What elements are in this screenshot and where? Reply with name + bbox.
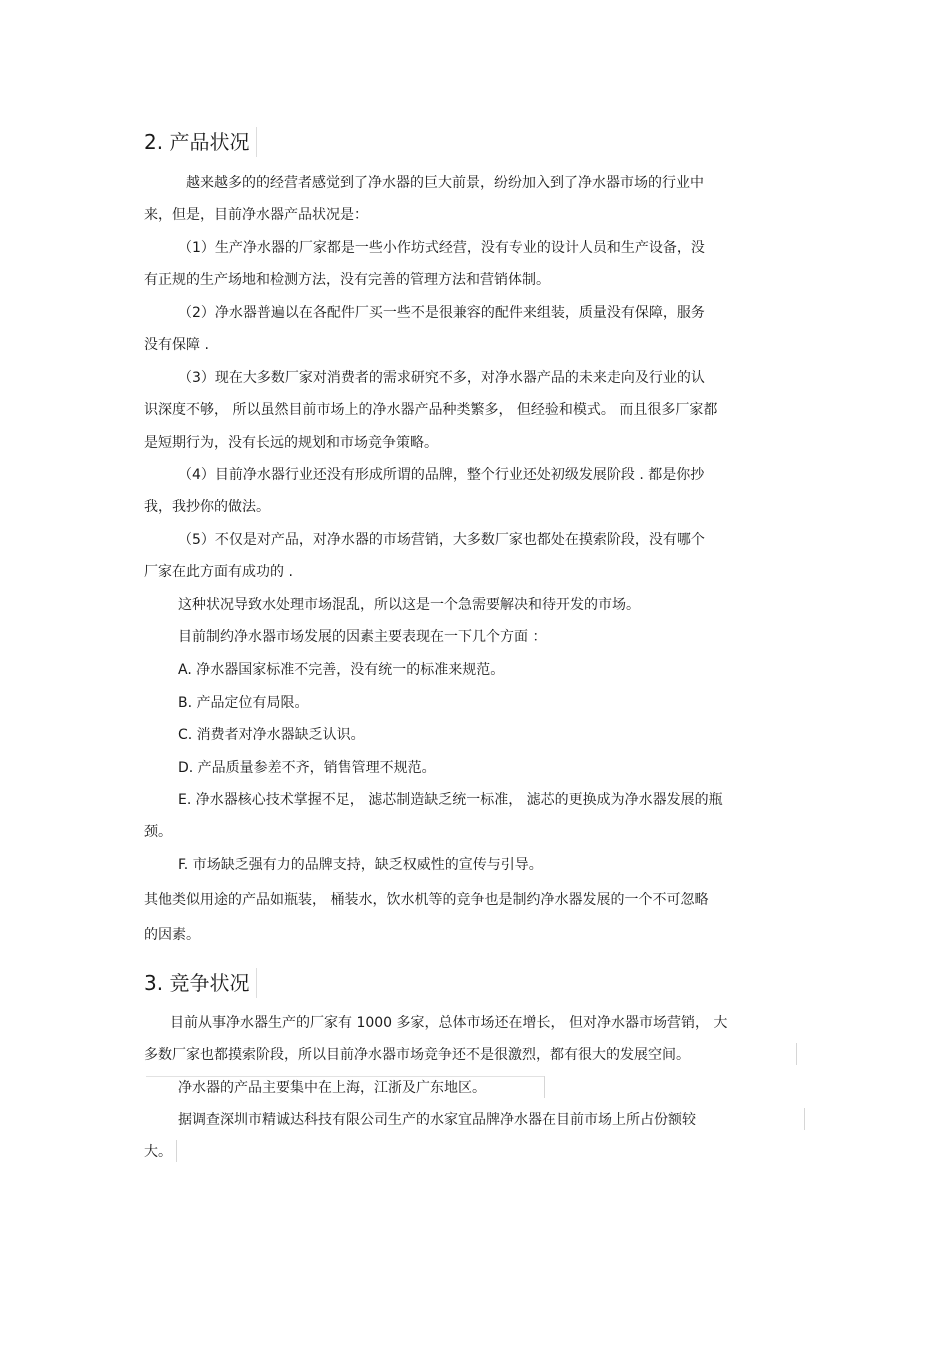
section-heading [144,129,249,155]
paragraph-line: （1）生产净水器的厂家都是一些小作坊式经营，没有专业的设计人员和生产设备，没 [178,240,705,256]
paragraph-line: 越来越多的的经营者感觉到了净水器的巨大前景，纷纷加入到了净水器市场的行业中 [186,175,704,191]
list-item: F. 市场缺乏强有力的品牌支持，缺乏权威性的宣传与引导。 [178,857,543,873]
paragraph-line: （5）不仅是对产品，对净水器的市场营销，大多数厂家也都处在摸索阶段，没有哪个 [178,532,705,548]
paragraph-line: 据调查深圳市精诚达科技有限公司生产的水家宜品牌净水器在目前市场上所占份额较 [178,1112,696,1128]
frame-line [544,1076,545,1098]
paragraph-line: 是短期行为，没有长远的规划和市场竞争策略。 [144,435,438,451]
paragraph-line: 多数厂家也都摸索阶段，所以目前净水器市场竞争还不是很激烈，都有很大的发展空间。 [144,1047,690,1063]
list-item: E. 净水器核心技术掌握不足， 滤芯制造缺乏统一标准， 滤芯的更换成为净水器发展的瓶 [178,792,723,808]
list-item: C. 消费者对净水器缺乏认识。 [178,727,365,743]
paragraph-line: 没有保障 . [144,337,209,353]
paragraph-line: （4）目前净水器行业还没有形成所谓的品牌，整个行业还处初级发展阶段 . 都是你抄 [178,467,705,483]
list-item: A. 净水器国家标准不完善，没有统一的标准来规范。 [178,662,505,678]
paragraph-line: 厂家在此方面有成功的 . [144,564,293,580]
heading-rule [256,968,257,998]
paragraph-line: （2）净水器普遍以在各配件厂买一些不是很兼容的配件来组装，质量没有保障，服务 [178,305,705,321]
paragraph-line: 净水器的产品主要集中在上海，江浙及广东地区。 [178,1080,486,1096]
frame-line [176,1140,177,1162]
section-heading-text: 2. 产品状况 [144,130,250,154]
paragraph-line: 来，但是，目前净水器产品状况是： [144,207,368,223]
paragraph-line: 的因素。 [144,927,200,943]
frame-line [146,1076,544,1077]
paragraph-line: 大。 [144,1144,172,1160]
paragraph-line: 这种状况导致水处理市场混乱，所以这是一个急需要解决和待开发的市场。 [178,597,640,613]
section-heading-text: 3. 竞争状况 [144,971,250,995]
paragraph-line: （3）现在大多数厂家对消费者的需求研究不多，对净水器产品的未来走向及行业的认 [178,370,705,386]
frame-line [804,1108,805,1130]
list-item: B. 产品定位有局限。 [178,695,309,711]
paragraph-line: 其他类似用途的产品如瓶装， 桶装水，饮水机等的竞争也是制约净水器发展的一个不可忽略 [144,892,709,908]
list-item: D. 产品质量参差不齐，销售管理不规范。 [178,760,436,776]
heading-rule [256,127,257,157]
paragraph-line: 目前制约净水器市场发展的因素主要表现在一下几个方面 ： [178,629,547,645]
frame-line [796,1043,797,1065]
list-item: 颈。 [144,824,172,840]
section-heading [144,970,249,996]
paragraph-line: 我，我抄你的做法。 [144,499,270,515]
paragraph-line: 识深度不够， 所以虽然目前市场上的净水器产品种类繁多， 但经验和模式。 而且很多厂家都 [144,402,718,418]
paragraph-line: 有正规的生产场地和检测方法，没有完善的管理方法和营销体制。 [144,272,550,288]
paragraph-line: 目前从事净水器生产的厂家有 1000 多家，总体市场还在增长， 但对净水器市场营销， 大 [170,1015,728,1031]
